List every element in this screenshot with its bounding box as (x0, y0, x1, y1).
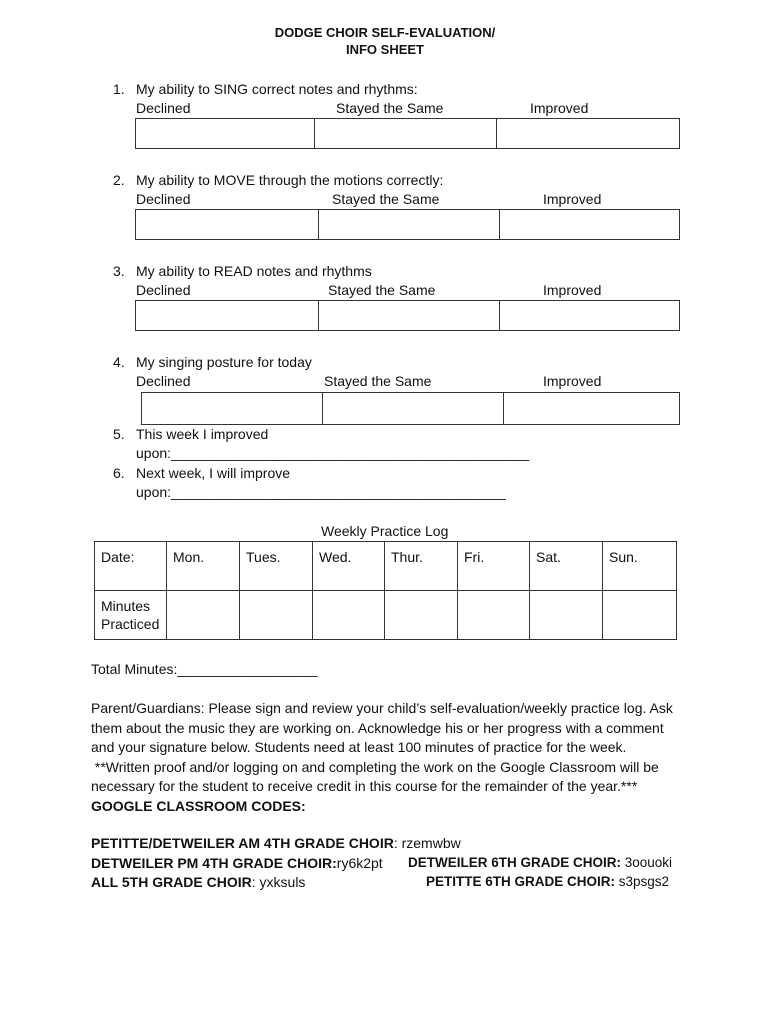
answer-line[interactable]: upon:___________________________________________ (136, 484, 506, 500)
rating-cell-improved[interactable] (499, 301, 679, 330)
scale-declined-label: Declined (136, 373, 191, 389)
code-class-label: ALL 5TH GRADE CHOIR (91, 874, 252, 890)
table-row (95, 591, 677, 640)
code-value: : yxksuls (251, 874, 306, 890)
page-title: DODGE CHOIR SELF-EVALUATION/ (274, 25, 496, 40)
table-header-cell: Date: (95, 542, 167, 591)
table-header-cell: Fri. (458, 542, 530, 591)
minutes-cell-wed[interactable] (313, 591, 385, 640)
rating-cell-same[interactable] (314, 119, 496, 148)
table-row (95, 542, 677, 591)
rating-box-read (135, 300, 680, 331)
rating-cell-declined[interactable] (136, 301, 318, 330)
rating-cell-declined[interactable] (136, 119, 314, 148)
question-number: 3. (113, 263, 125, 279)
question-text: This week I improved (136, 426, 269, 442)
code-class-label: PETITTE/DETWEILER AM 4TH GRADE CHOIR (91, 835, 394, 851)
answer-line[interactable]: upon:______________________________________________ (136, 445, 530, 461)
table-header-cell: Sat. (530, 542, 603, 591)
total-minutes-line[interactable]: Total Minutes:__________________ (91, 661, 318, 677)
rating-cell-declined[interactable] (136, 210, 318, 239)
question-text: My ability to MOVE through the motions correctly: (136, 172, 444, 188)
minutes-cell-tue[interactable] (240, 591, 313, 640)
table-header-cell: Thur. (385, 542, 458, 591)
code-class-label: PETITTE 6TH GRADE CHOIR: (426, 874, 616, 889)
minutes-cell-sat[interactable] (530, 591, 603, 640)
scale-declined-label: Declined (136, 100, 191, 116)
code-class-label: DETWEILER PM 4TH GRADE CHOIR: (91, 855, 337, 871)
minutes-cell-sun[interactable] (603, 591, 677, 640)
question-number: 2. (113, 172, 125, 188)
question-number: 6. (113, 465, 125, 481)
scale-improved-label: Improved (543, 373, 602, 389)
scale-same-label: Stayed the Same (332, 191, 440, 207)
code-row (408, 855, 672, 870)
rating-box-posture (141, 392, 680, 425)
scale-same-label: Stayed the Same (328, 282, 436, 298)
rating-cell-same[interactable] (318, 210, 499, 239)
scale-improved-label: Improved (530, 100, 589, 116)
question-number: 5. (113, 426, 125, 442)
page-subtitle: INFO SHEET (345, 42, 424, 57)
code-row (91, 835, 461, 851)
code-row (91, 855, 383, 871)
rating-cell-same[interactable] (322, 393, 503, 424)
code-value: ry6k2pt (336, 855, 383, 871)
practice-log-title: Weekly Practice Log (321, 523, 449, 539)
table-header-cell: Tues. (240, 542, 313, 591)
parent-note-line: necessary for the student to receive credit in this course for the remainder of the year.*** (91, 778, 638, 794)
question-text: My singing posture for today (136, 354, 312, 370)
code-row (91, 874, 305, 890)
code-value: : rzemwbw (393, 835, 461, 851)
rating-box-sing (135, 118, 680, 149)
parent-note-line: and your signature below. Students need at least 100 minutes of practice for the week. (91, 739, 627, 755)
table-header-cell: Sun. (603, 542, 677, 591)
minutes-cell-fri[interactable] (458, 591, 530, 640)
code-row (426, 874, 669, 889)
code-class-label: DETWEILER 6TH GRADE CHOIR: (408, 855, 622, 870)
scale-same-label: Stayed the Same (336, 100, 444, 116)
rating-cell-declined[interactable] (142, 393, 322, 424)
codes-heading: GOOGLE CLASSROOM CODES: (91, 797, 306, 814)
parent-note (91, 699, 671, 816)
parent-note-line: them about the music they are working on. Acknowledge his or her progress with a comment (91, 719, 664, 736)
code-value: 3oouoki (621, 855, 673, 870)
scale-declined-label: Declined (136, 191, 191, 207)
scale-improved-label: Improved (543, 282, 602, 298)
row-label-minutes: Minutes Practiced (95, 591, 167, 640)
rating-cell-improved[interactable] (503, 393, 679, 424)
scale-declined-label: Declined (136, 282, 191, 298)
minutes-cell-mon[interactable] (167, 591, 240, 640)
question-text: Next week, I will improve (136, 465, 291, 481)
practice-log-table (94, 541, 677, 640)
table-header-cell: Wed. (313, 542, 385, 591)
parent-note-line: Parent/Guardians: Please sign and review your child’s self-evaluation/weekly practice log. Ask (91, 700, 673, 716)
rating-cell-same[interactable] (318, 301, 499, 330)
rating-box-move (135, 209, 680, 240)
rating-cell-improved[interactable] (499, 210, 679, 239)
question-text: My ability to SING correct notes and rhythms: (136, 81, 418, 97)
parent-note-line: **Written proof and/or logging on and completing the work on the Google Classroom will be (91, 758, 659, 775)
rating-cell-improved[interactable] (496, 119, 679, 148)
scale-improved-label: Improved (543, 191, 602, 207)
table-header-cell: Mon. (167, 542, 240, 591)
question-number: 4. (113, 354, 125, 370)
scale-same-label: Stayed the Same (324, 373, 432, 389)
code-value: s3psgs2 (615, 874, 670, 889)
question-text: My ability to READ notes and rhythms (136, 263, 372, 279)
question-number: 1. (113, 81, 125, 97)
minutes-cell-thu[interactable] (385, 591, 458, 640)
